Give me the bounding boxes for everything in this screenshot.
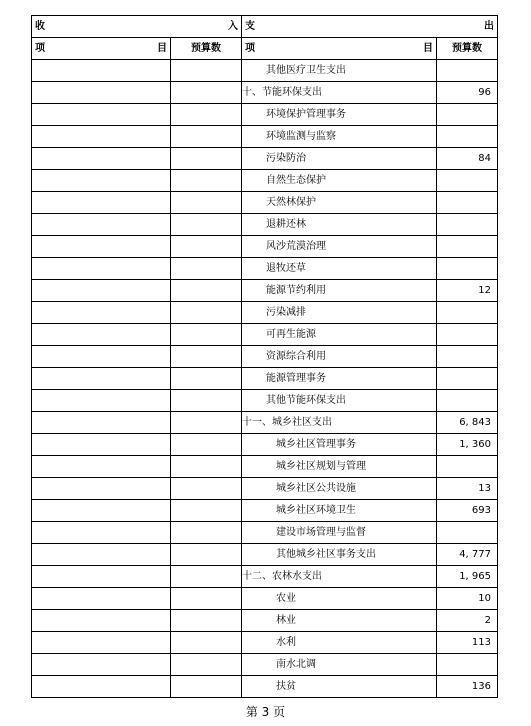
income-budget-cell (171, 236, 242, 258)
expense-item-cell: 建设市场管理与监督 (242, 522, 437, 544)
table-row (32, 214, 498, 236)
income-budget-cell (171, 346, 242, 368)
income-item-cell (32, 434, 171, 456)
expense-budget-cell (437, 170, 498, 192)
expense-item-cell: 退耕还林 (242, 214, 437, 236)
expense-item-cell: 其他节能环保支出 (242, 390, 437, 412)
table-row (32, 258, 498, 280)
expense-item-cell: 能源节约利用 (242, 280, 437, 302)
expense-item-cell: 十二、农林水支出 (242, 566, 437, 588)
table-row (32, 170, 498, 192)
income-item-cell (32, 654, 171, 676)
expense-budget-cell: 84 (437, 148, 498, 170)
income-item-header-left: 项 (35, 42, 45, 54)
table-row (32, 280, 498, 302)
table-row (32, 500, 498, 522)
expense-budget-cell (437, 302, 498, 324)
expense-budget-cell: 1, 360 (437, 434, 498, 456)
income-budget-cell (171, 566, 242, 588)
expense-item-cell: 城乡社区公共设施 (242, 478, 437, 500)
table-row (32, 192, 498, 214)
column-header-row (32, 38, 498, 60)
income-item-cell (32, 390, 171, 412)
income-item-cell (32, 610, 171, 632)
expense-budget-cell: 13 (437, 478, 498, 500)
income-budget-cell (171, 522, 242, 544)
expense-budget-cell: 6, 843 (437, 412, 498, 434)
budget-table-body (32, 16, 498, 698)
expense-item-cell: 环境保护管理事务 (242, 104, 437, 126)
income-budget-cell (171, 478, 242, 500)
income-budget-cell (171, 60, 242, 82)
table-row (32, 676, 498, 698)
expense-item-cell: 南水北调 (242, 654, 437, 676)
expense-budget-cell (437, 346, 498, 368)
income-budget-cell (171, 126, 242, 148)
income-item-cell (32, 500, 171, 522)
income-budget-cell (171, 412, 242, 434)
expense-item-header-left: 项 (245, 42, 255, 54)
income-item-header-right: 目 (157, 42, 167, 54)
expense-item-cell: 十、节能环保支出 (242, 82, 437, 104)
income-item-cell (32, 632, 171, 654)
expense-item-cell: 环境监测与监察 (242, 126, 437, 148)
expense-header (242, 16, 498, 38)
table-row (32, 324, 498, 346)
income-budget-cell (171, 544, 242, 566)
page-number: 第 3 页 (245, 705, 286, 719)
expense-item-cell: 自然生态保护 (242, 170, 437, 192)
income-item-cell (32, 412, 171, 434)
income-item-cell (32, 126, 171, 148)
table-row (32, 478, 498, 500)
income-item-cell (32, 676, 171, 698)
income-item-cell (32, 566, 171, 588)
expense-item-cell: 其他医疗卫生支出 (242, 60, 437, 82)
expense-item-cell: 林业 (242, 610, 437, 632)
income-budget-cell (171, 654, 242, 676)
income-item-cell (32, 302, 171, 324)
income-item-cell (32, 258, 171, 280)
expense-item-cell: 城乡社区规划与管理 (242, 456, 437, 478)
income-item-cell (32, 456, 171, 478)
expense-budget-header: 预算数 (437, 38, 498, 60)
income-budget-cell (171, 456, 242, 478)
table-row (32, 412, 498, 434)
income-budget-cell (171, 390, 242, 412)
expense-item-cell: 扶贫 (242, 676, 437, 698)
table-row (32, 104, 498, 126)
expense-item-cell: 城乡社区环境卫生 (242, 500, 437, 522)
expense-budget-cell (437, 104, 498, 126)
income-item-cell (32, 104, 171, 126)
expense-item-cell: 农业 (242, 588, 437, 610)
expense-item-header (242, 38, 437, 60)
income-item-cell (32, 60, 171, 82)
table-row (32, 126, 498, 148)
expense-item-cell: 天然林保护 (242, 192, 437, 214)
expense-budget-cell: 4, 777 (437, 544, 498, 566)
expense-item-cell: 能源管理事务 (242, 368, 437, 390)
income-item-cell (32, 368, 171, 390)
income-budget-cell (171, 610, 242, 632)
expense-budget-cell: 1, 965 (437, 566, 498, 588)
table-row (32, 610, 498, 632)
expense-budget-cell (437, 390, 498, 412)
expense-item-cell: 风沙荒漠治理 (242, 236, 437, 258)
expense-item-cell: 污染防治 (242, 148, 437, 170)
income-item-cell (32, 170, 171, 192)
table-row (32, 456, 498, 478)
budget-table (31, 15, 498, 698)
expense-item-cell: 资源综合利用 (242, 346, 437, 368)
expense-item-header-right: 目 (423, 42, 433, 54)
income-item-cell (32, 148, 171, 170)
income-budget-cell (171, 434, 242, 456)
table-row (32, 588, 498, 610)
table-row (32, 346, 498, 368)
income-budget-cell (171, 148, 242, 170)
income-item-header (32, 38, 171, 60)
income-budget-cell (171, 500, 242, 522)
expense-budget-cell (437, 368, 498, 390)
expense-budget-cell: 12 (437, 280, 498, 302)
income-budget-cell (171, 82, 242, 104)
income-header-left: 收 (35, 20, 45, 32)
table-row (32, 82, 498, 104)
table-row (32, 632, 498, 654)
expense-budget-cell (437, 654, 498, 676)
table-row (32, 522, 498, 544)
income-budget-cell (171, 258, 242, 280)
income-item-cell (32, 236, 171, 258)
income-item-cell (32, 588, 171, 610)
income-budget-cell (171, 192, 242, 214)
income-header-right: 入 (228, 20, 238, 32)
table-row (32, 148, 498, 170)
expense-header-right: 出 (484, 20, 494, 32)
expense-budget-cell (437, 126, 498, 148)
income-item-cell (32, 324, 171, 346)
income-budget-cell (171, 104, 242, 126)
income-budget-cell (171, 676, 242, 698)
income-budget-cell (171, 302, 242, 324)
table-row (32, 60, 498, 82)
table-row (32, 236, 498, 258)
income-budget-cell (171, 588, 242, 610)
expense-item-cell: 其他城乡社区事务支出 (242, 544, 437, 566)
expense-item-cell: 水利 (242, 632, 437, 654)
income-item-cell (32, 478, 171, 500)
table-row (32, 566, 498, 588)
income-header (32, 16, 242, 38)
expense-budget-cell (437, 60, 498, 82)
table-row (32, 368, 498, 390)
expense-budget-cell (437, 522, 498, 544)
income-budget-cell (171, 324, 242, 346)
table-row (32, 544, 498, 566)
expense-budget-cell (437, 192, 498, 214)
expense-budget-cell: 113 (437, 632, 498, 654)
expense-budget-cell: 2 (437, 610, 498, 632)
income-budget-cell (171, 368, 242, 390)
expense-budget-cell (437, 324, 498, 346)
income-budget-cell (171, 280, 242, 302)
expense-item-cell: 十一、城乡社区支出 (242, 412, 437, 434)
income-budget-cell (171, 214, 242, 236)
income-budget-cell (171, 170, 242, 192)
expense-budget-cell (437, 214, 498, 236)
income-item-cell (32, 192, 171, 214)
expense-budget-cell: 10 (437, 588, 498, 610)
table-row (32, 654, 498, 676)
expense-budget-cell: 136 (437, 676, 498, 698)
table-row (32, 434, 498, 456)
expense-item-cell: 污染减排 (242, 302, 437, 324)
income-budget-cell (171, 632, 242, 654)
income-item-cell (32, 346, 171, 368)
expense-budget-cell (437, 258, 498, 280)
income-item-cell (32, 82, 171, 104)
table-row (32, 302, 498, 324)
expense-budget-cell (437, 456, 498, 478)
income-item-cell (32, 214, 171, 236)
expense-budget-cell: 693 (437, 500, 498, 522)
income-item-cell (32, 544, 171, 566)
income-item-cell (32, 280, 171, 302)
expense-item-cell: 退牧还草 (242, 258, 437, 280)
expense-item-cell: 可再生能源 (242, 324, 437, 346)
table-row (32, 390, 498, 412)
section-header-row (32, 16, 498, 38)
expense-budget-cell: 96 (437, 82, 498, 104)
income-item-cell (32, 522, 171, 544)
income-budget-header: 预算数 (171, 38, 242, 60)
expense-budget-cell (437, 236, 498, 258)
expense-header-left: 支 (245, 20, 255, 32)
expense-item-cell: 城乡社区管理事务 (242, 434, 437, 456)
